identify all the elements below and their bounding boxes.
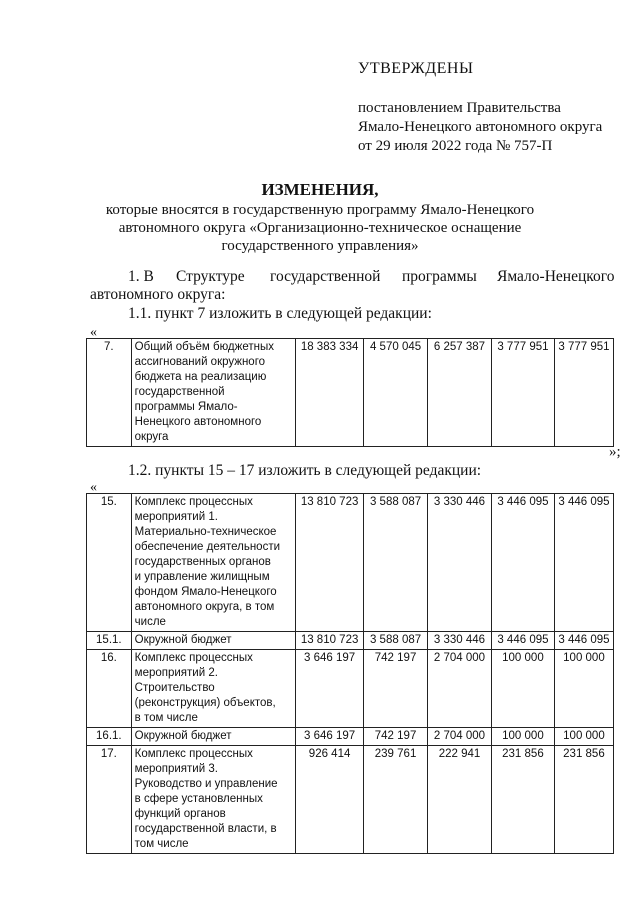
value-year-2: 6 257 387 [428, 339, 492, 447]
value-year-2: 222 941 [428, 746, 492, 854]
approval-line-3: от 29 июля 2022 года № 757-П [358, 138, 553, 154]
row-number: 15. [87, 494, 132, 632]
section1-word-state: государственной [270, 268, 381, 285]
table-item-7 [86, 338, 614, 447]
value-year-1: 239 761 [364, 746, 428, 854]
row-number: 7. [87, 339, 132, 447]
heading-subtitle-1: которые вносятся в государственную программу Ямало-Ненецкого [105, 202, 535, 218]
table-row [87, 746, 614, 854]
heading-subtitle-3: государственного управления» [221, 238, 419, 254]
value-year-4: 100 000 [554, 728, 613, 746]
value-year-4: 3 446 095 [554, 494, 613, 632]
table-row [87, 494, 614, 632]
value-year-1: 3 588 087 [364, 494, 428, 632]
value-year-2: 2 704 000 [428, 650, 492, 728]
open-quote-1: « [90, 325, 97, 340]
row-number: 17. [87, 746, 132, 854]
value-year-4: 100 000 [554, 650, 613, 728]
value-total: 3 646 197 [296, 650, 364, 728]
row-number: 16. [87, 650, 132, 728]
value-year-2: 2 704 000 [428, 728, 492, 746]
approval-line-2: Ямало-Ненецкого автономного округа [358, 119, 603, 135]
value-total: 13 810 723 [296, 494, 364, 632]
section1-number: 1. В [128, 268, 154, 285]
value-year-3: 100 000 [491, 728, 554, 746]
row-description: Комплекс процессных мероприятий 3. Руководство и управление в сфере установленных функций органов государственной власти, в том числе [131, 746, 295, 854]
value-total: 926 414 [296, 746, 364, 854]
section1-word-program: программы [402, 268, 477, 285]
value-year-3: 3 777 951 [491, 339, 554, 447]
approval-line-1: постановлением Правительства [358, 100, 561, 116]
row-description: Общий объём бюджетных ассигнований окружного бюджета на реализацию государственной программы Ямало- Ненецкого автономного округа [131, 339, 295, 447]
value-year-3: 231 856 [491, 746, 554, 854]
value-total: 3 646 197 [296, 728, 364, 746]
value-total: 18 383 334 [296, 339, 364, 447]
value-year-3: 100 000 [491, 650, 554, 728]
approval-title: УТВЕРЖДЕНЫ [358, 60, 474, 77]
value-year-3: 3 446 095 [491, 494, 554, 632]
table-row [87, 632, 614, 650]
closing-quote: »; [609, 444, 621, 460]
value-year-4: 3 446 095 [554, 632, 613, 650]
table-row [87, 728, 614, 746]
section1-word-yanao: Ямало-Ненецкого [497, 268, 615, 285]
row-description: Комплекс процессных мероприятий 1. Материально-техническое обеспечение деятельности государственных органов и управление жилищным фондом Ямало-Ненецкого автономного округа, в том числе [131, 494, 295, 632]
section1-word-structure: Структуре [176, 268, 245, 285]
value-total: 13 810 723 [296, 632, 364, 650]
section1-line-2: автономного округа: [90, 286, 226, 303]
value-year-1: 742 197 [364, 650, 428, 728]
row-number: 16.1. [87, 728, 132, 746]
value-year-3: 3 446 095 [491, 632, 554, 650]
row-number: 15.1. [87, 632, 132, 650]
value-year-1: 4 570 045 [364, 339, 428, 447]
row-description: Окружной бюджет [131, 632, 295, 650]
value-year-4: 3 777 951 [554, 339, 613, 447]
row-description: Комплекс процессных мероприятий 2. Строительство (реконструкция) объектов, в том числе [131, 650, 295, 728]
table-row [87, 339, 614, 447]
value-year-2: 3 330 446 [428, 632, 492, 650]
document-heading: ИЗМЕНЕНИЯ, [261, 180, 379, 199]
section1-item-1: 1.1. пункт 7 изложить в следующей редакции: [128, 305, 432, 322]
section1-item-2: 1.2. пункты 15 – 17 изложить в следующей редакции: [128, 462, 482, 479]
open-quote-2: « [90, 480, 97, 495]
row-description: Окружной бюджет [131, 728, 295, 746]
value-year-2: 3 330 446 [428, 494, 492, 632]
value-year-4: 231 856 [554, 746, 613, 854]
table-row [87, 650, 614, 728]
table-items-15-17 [86, 493, 614, 854]
value-year-1: 742 197 [364, 728, 428, 746]
heading-subtitle-2: автономного округа «Организационно-техническое оснащение [118, 220, 522, 236]
value-year-1: 3 588 087 [364, 632, 428, 650]
